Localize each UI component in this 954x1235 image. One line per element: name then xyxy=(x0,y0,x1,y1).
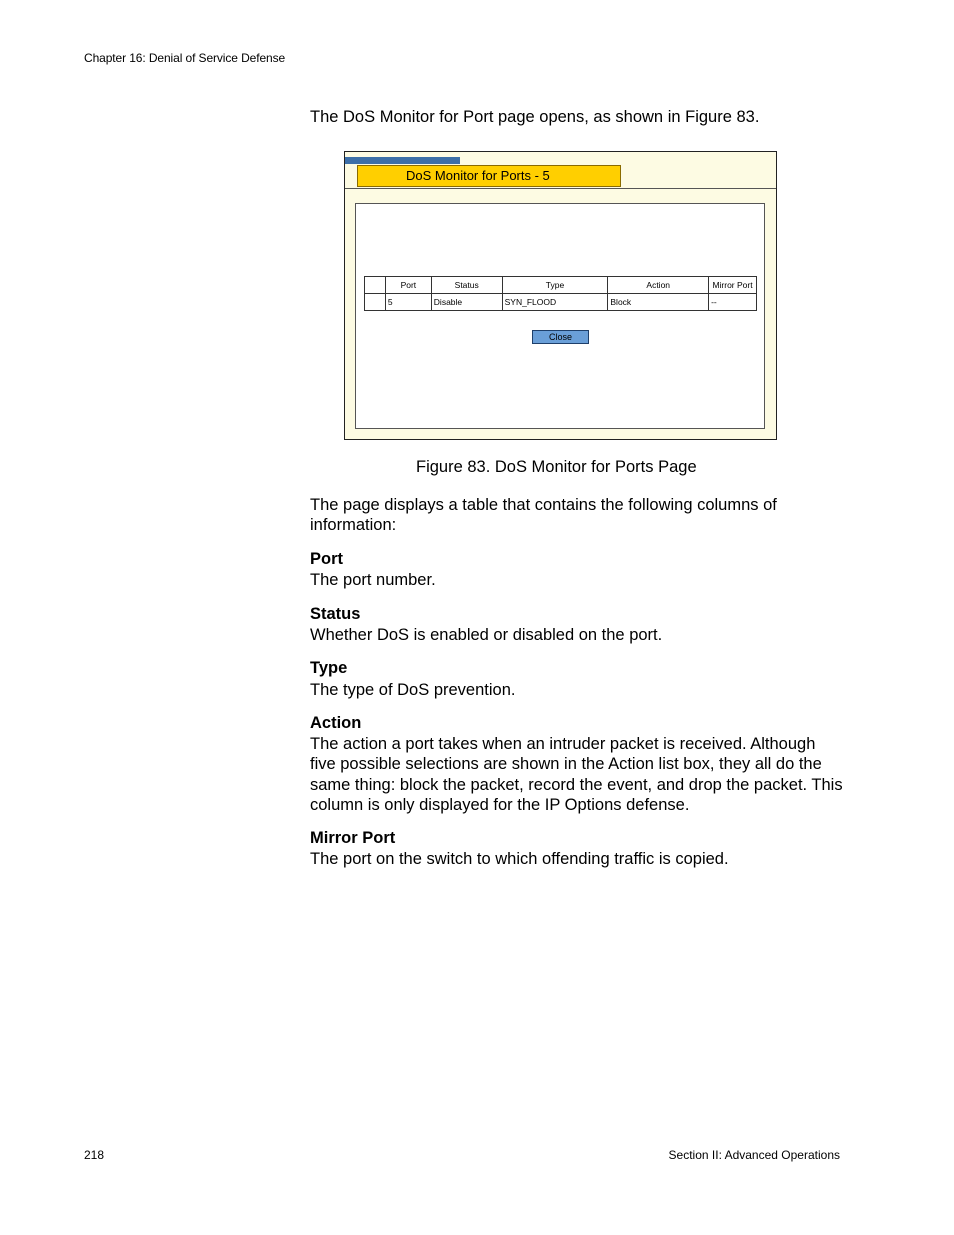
column-header-select xyxy=(365,277,386,294)
column-header-status: Status xyxy=(431,277,502,294)
section-footer: Section II: Advanced Operations xyxy=(668,1148,840,1162)
cell-mirror-port: -- xyxy=(709,294,757,311)
chapter-header: Chapter 16: Denial of Service Defense xyxy=(84,51,286,65)
term-status: Status xyxy=(310,605,361,623)
table-description: The page displays a table that contains the following columns of information: xyxy=(310,496,777,535)
cell-action: Block xyxy=(608,294,709,311)
close-button[interactable]: Close xyxy=(532,330,589,344)
table-row[interactable] xyxy=(365,294,757,311)
cell-select[interactable] xyxy=(365,294,386,311)
term-port: Port xyxy=(310,550,343,568)
tab-divider xyxy=(345,188,776,189)
dos-monitor-tab[interactable]: DoS Monitor for Ports - 5 xyxy=(357,165,621,187)
desc-port: The port number. xyxy=(310,571,436,589)
column-header-port: Port xyxy=(385,277,431,294)
dos-monitor-table xyxy=(364,276,757,311)
desc-status: Whether DoS is enabled or disabled on the port. xyxy=(310,626,663,644)
desc-action: The action a port takes when an intruder packet is received. Although five possible selections are shown in the Action list box, they all do the same thing: block the packet, record the event, and drop the packet. This column is only displayed for the IP Options defense. xyxy=(310,735,843,814)
page-number: 218 xyxy=(84,1148,105,1162)
cell-port: 5 xyxy=(385,294,431,311)
cell-status: Disable xyxy=(431,294,502,311)
column-header-type: Type xyxy=(502,277,608,294)
term-action: Action xyxy=(310,714,362,732)
desc-type: The type of DoS prevention. xyxy=(310,681,516,699)
figure-caption: Figure 83. DoS Monitor for Ports Page xyxy=(416,458,697,476)
content-panel xyxy=(355,203,765,429)
intro-paragraph: The DoS Monitor for Port page opens, as shown in Figure 83. xyxy=(310,108,760,126)
column-header-action: Action xyxy=(608,277,709,294)
term-type: Type xyxy=(310,659,348,677)
cell-type: SYN_FLOOD xyxy=(502,294,608,311)
dos-monitor-figure xyxy=(344,151,777,440)
window-top-bar xyxy=(345,157,460,164)
table-header-row xyxy=(365,277,757,294)
column-header-mirror-port: Mirror Port xyxy=(709,277,757,294)
desc-mirror-port: The port on the switch to which offending traffic is copied. xyxy=(310,850,729,868)
term-mirror-port: Mirror Port xyxy=(310,829,396,847)
